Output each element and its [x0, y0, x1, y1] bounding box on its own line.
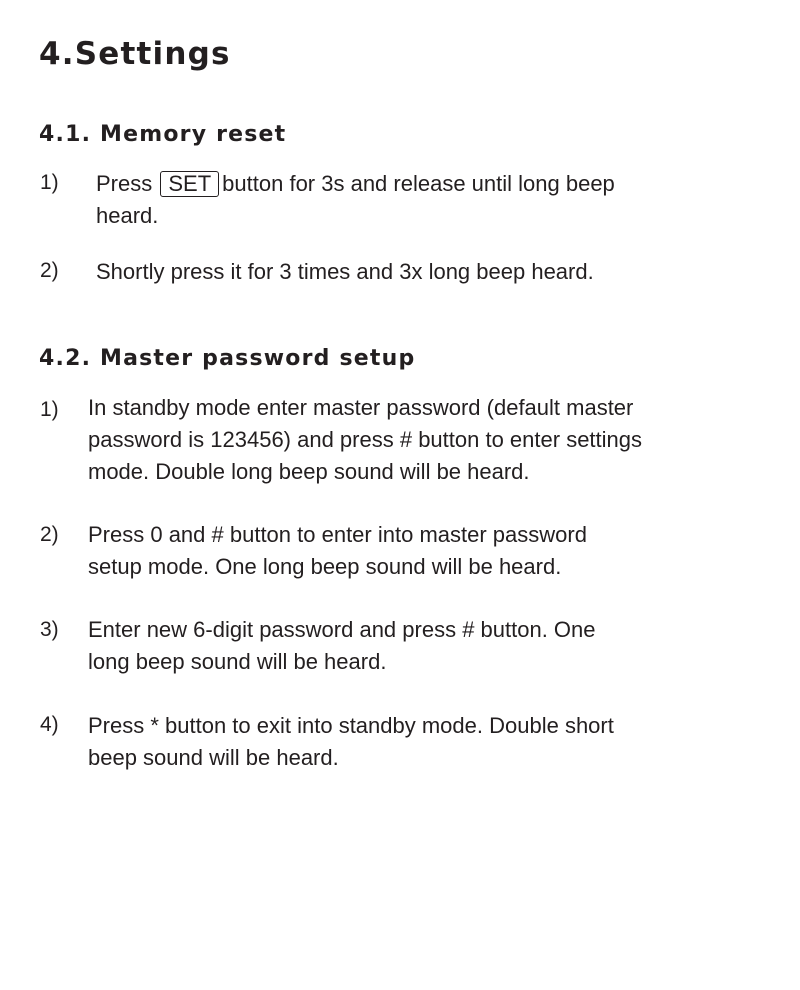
step-line: long beep sound will be heard. [88, 649, 387, 674]
step-line: Press * button to exit into standby mode. Double short [88, 713, 614, 738]
step-text [96, 168, 615, 232]
step-line: password is 123456) and press # button to enter settings [88, 427, 643, 452]
step-number: 1) [40, 171, 59, 194]
step-number: 4) [40, 713, 59, 736]
step-text [88, 614, 596, 678]
step-number: 2) [40, 523, 59, 546]
step-line: beep sound will be heard. [88, 745, 339, 770]
step-number: 1) [40, 398, 59, 421]
step-line: Enter new 6-digit password and press # button. One [88, 617, 596, 642]
step-number: 2) [40, 259, 59, 282]
step-line: setup mode. One long beep sound will be heard. [88, 554, 562, 579]
step-text [88, 710, 614, 774]
step-text [96, 256, 594, 288]
step-text [88, 392, 642, 488]
section-title: 4.Settings [39, 36, 231, 72]
set-key-label: SET [160, 171, 219, 197]
step-line: Press 0 and # button to enter into master password [88, 522, 587, 547]
step-line: heard. [96, 203, 159, 228]
step-line [96, 168, 615, 200]
step-text [88, 519, 587, 583]
step-line: In standby mode enter master password (default master [88, 395, 634, 420]
step-text-before-key: Press [96, 171, 153, 196]
step-text-after-key: button for 3s and release until long beep [222, 171, 615, 196]
subsection-title-memory-reset: 4.1. Memory reset [39, 122, 287, 147]
step-number: 3) [40, 618, 59, 641]
subsection-title-master-password: 4.2. Master password setup [39, 346, 416, 371]
step-line: mode. Double long beep sound will be heard. [88, 459, 530, 484]
step-line: Shortly press it for 3 times and 3x long beep heard. [96, 259, 594, 284]
